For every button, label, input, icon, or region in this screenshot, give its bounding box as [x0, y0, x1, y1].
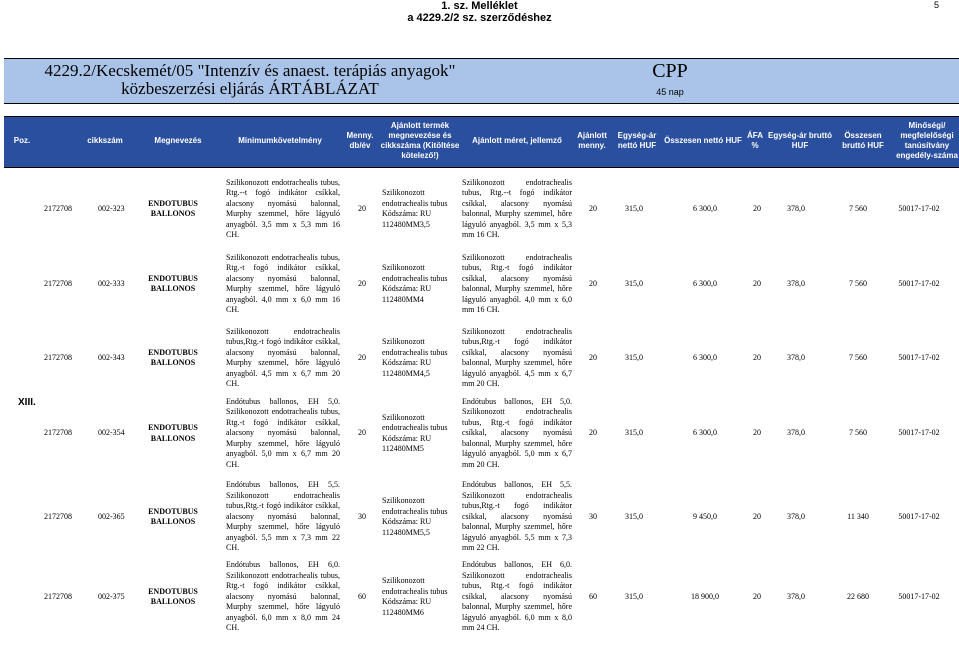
- cell-code2: 002-375: [98, 591, 125, 601]
- col-header-ajanlott-termek: Ajánlott termék megnevezése és cikkszáma (Kitöltése kötelező!): [380, 121, 460, 160]
- cell-unit-net: 315,0: [625, 511, 643, 521]
- cell-product: [382, 483, 462, 551]
- cell-total-net: 18 900,0: [691, 591, 719, 601]
- cell-cert: 50017-17-02: [898, 591, 940, 601]
- cell-product-line: Kódszáma: RU: [382, 358, 432, 367]
- cell-unit-gross: 378,0: [787, 352, 805, 362]
- cell-cert: 50017-17-02: [898, 428, 940, 438]
- cell-vat: 20: [753, 591, 761, 601]
- cell-qty: 20: [358, 352, 366, 362]
- cell-unit-net: 315,0: [625, 278, 643, 288]
- cell-product: [382, 325, 462, 391]
- cell-size: Endótubus ballonos, EH 5,0. Szilikonozott endotrachealis tubus, Rtg.-t fogó indikátor csíkkal, alacsony nyomású balonnal, Murphy szemmel, hőre lágyuló anyagból. 5,0 mm x 6,7 mm 20 CH.: [462, 396, 572, 469]
- col-header-egysegar-brutto: Egység-ár bruttó HUF: [768, 131, 833, 150]
- cell-unit-gross: 378,0: [787, 203, 805, 213]
- table-row: [0, 562, 959, 632]
- table-row: [0, 480, 959, 553]
- cell-unit-net: 315,0: [625, 352, 643, 362]
- col-header-poz: Poz.: [13, 136, 31, 145]
- cell-offered-qty: 30: [589, 511, 597, 521]
- days-label: 45 nap: [656, 87, 684, 97]
- cell-vat: 20: [753, 511, 761, 521]
- cell-unit-gross: 378,0: [787, 591, 805, 601]
- cell-product-line: Szilikonozott: [382, 337, 425, 346]
- cell-name: ENDOTUBUS BALLONOS: [148, 347, 198, 367]
- cell-code1: 2172708: [44, 591, 72, 601]
- tender-title-line2: közbeszerzési eljárás ÁRTÁBLÁZAT: [121, 79, 379, 98]
- page-number: 5: [933, 0, 939, 10]
- cell-product-line: endotrachealis tubus: [382, 198, 448, 208]
- cell-requirement: Szilikonozott endotrachealis tubus, Rtg.--t fogó indikátor csíkkal, alacsony nyomású balonnal, Murphy szemmel, hőre lágyuló anyagból. 3,5 mm x 5,3 mm 16 CH.: [226, 177, 340, 239]
- col-header-menny: Menny. db/év: [346, 131, 374, 150]
- cell-code2: 002-354: [98, 428, 125, 438]
- cell-offered-qty: 20: [589, 203, 597, 213]
- cell-vat: 20: [753, 203, 761, 213]
- cell-total-net: 9 450,0: [693, 511, 717, 521]
- cell-vat: 20: [753, 278, 761, 288]
- cell-code1: 2172708: [44, 278, 72, 288]
- cell-unit-gross: 378,0: [787, 428, 805, 438]
- col-header-minimumkovetelmeny: Minimumkövetelmény: [238, 136, 322, 145]
- cell-product-line: Szilikonozott: [382, 188, 425, 197]
- cell-qty: 20: [358, 278, 366, 288]
- cell-unit-net: 315,0: [625, 428, 643, 438]
- cell-requirement: Szilikonozott endotrachealis tubus, Rtg.-t fogó indikátor csíkkal, alacsony nyomású balonnal, Murphy szemmel, hőre lágyuló anyagból. 4,0 mm x 6,0 mm 16 CH.: [226, 252, 340, 314]
- cell-product-line: endotrachealis tubus: [382, 586, 448, 596]
- cell-code2: 002-333: [98, 278, 125, 288]
- attachment-note-line1: 1. sz. Melléklet: [441, 0, 518, 12]
- cell-code1: 2172708: [44, 428, 72, 438]
- cell-vat: 20: [753, 428, 761, 438]
- col-header-megnevezes: Megnevezés: [154, 136, 202, 145]
- col-header-afa: ÁFA %: [747, 131, 763, 150]
- col-header-osszesen-brutto: Összesen bruttó HUF: [842, 131, 884, 150]
- cell-code2: 002-323: [98, 203, 125, 213]
- col-header-egysegar-netto: Egység-ár nettó HUF: [617, 131, 657, 150]
- col-header-osszesen-netto: Összesen nettó HUF: [664, 136, 742, 145]
- cell-unit-gross: 378,0: [787, 511, 805, 521]
- attachment-note: [0, 0, 959, 24]
- cpp-label: CPP: [652, 60, 688, 82]
- col-header-ajanlott-meret: Ajánlott méret, jellemző: [472, 136, 562, 145]
- cell-total-net: 6 300,0: [693, 428, 717, 438]
- table-row: [0, 325, 959, 391]
- cell-product-line: Szilikonozott: [382, 496, 425, 505]
- cell-size: Szilikonozott endotrachealis tubus, Rtg.-t fogó indikátor csíkkal, alacsony nyomású balonnal, Murphy szemmel, hőre lágyuló anyagból. 4,0 mm x 6,0 mm 16 CH.: [462, 252, 572, 314]
- cell-product-line: endotrachealis tubus: [382, 506, 448, 516]
- col-header-tanusitvany: Minőségi/ megfelelőségi tanúsítvány engedély-száma: [896, 121, 958, 160]
- cell-code1: 2172708: [44, 203, 72, 213]
- cell-total-gross: 7 560: [849, 428, 867, 438]
- cell-product: [382, 396, 462, 471]
- cell-code1: 2172708: [44, 352, 72, 362]
- cell-product-line: Szilikonozott: [382, 263, 425, 272]
- cell-unit-gross: 378,0: [787, 278, 805, 288]
- cell-product-line: Szilikonozott: [382, 412, 425, 422]
- cell-requirement: Endótubus ballonos, EH 6,0. Szilikonozott endotrachealis tubus, Rtg.-t fogó indikátor csíkkal, alacsony nyomású balonnal, Murphy szemmel, hőre lágyuló anyagból. 6,0 mm x 8,0 mm 24 CH.: [226, 560, 340, 633]
- table-row: [0, 396, 959, 471]
- table-row: [0, 178, 959, 240]
- cell-name: ENDOTUBUS BALLONOS: [148, 198, 198, 218]
- cell-requirement: Endótubus ballonos, EH 5,5. Szilikonozott endotrachealis tubus,Rtg.-t fogó indikátor csíkkal, alacsony nyomású balonnal, Murphy szemmel, hőre lágyuló anyagból. 5,5 mm x 7,3 mm 22 CH.: [226, 480, 340, 553]
- cell-size: Endótubus ballonos, EH 6,0. Szilikonozott endotrachealis tubus, Rtg.-t fogó indikátor csíkkal, alacsony nyomású balonnal, Murphy szemmel, hőre lágyuló anyagból. 6,0 mm x 8,0 mm 24 CH.: [462, 560, 572, 633]
- cell-requirement: Endótubus ballonos, EH 5,0. Szilikonozott endotrachealis tubus, Rtg.-t fogó indikátor csíkkal, alacsony nyomású balonnal, Murphy szemmel, hőre lágyuló anyagból. 5,0 mm x 6,7 mm 20 CH.: [226, 396, 340, 469]
- cell-vat: 20: [753, 352, 761, 362]
- cell-product-line: Kódszáma: RU: [382, 597, 432, 606]
- cell-size: Szilikonozott endotrachealis tubus, Rtg.--t fogó indikátor csíkkal, alacsony nyomású balonnal, Murphy szemmel, hőre lágyuló anyagból. 3,5 mm x 5,3 mm 16 CH.: [462, 177, 572, 239]
- cell-name: ENDOTUBUS BALLONOS: [148, 586, 198, 606]
- cell-product-line: endotrachealis tubus: [382, 423, 448, 432]
- cell-name: ENDOTUBUS BALLONOS: [148, 273, 198, 293]
- cell-size: Szilikonozott endotrachealis tubus,Rtg.-t fogó indikátor csíkkal, alacsony nyomású balonnal, Murphy szemmel, hőre lágyuló anyagból. 4,5 mm x 6,7 mm 20 CH.: [462, 326, 572, 388]
- cell-product-line: endotrachealis tubus: [382, 347, 448, 357]
- cell-name: ENDOTUBUS BALLONOS: [148, 506, 198, 526]
- cell-product-line: 112480MM5,5: [382, 527, 430, 537]
- cell-total-net: 6 300,0: [693, 278, 717, 288]
- cell-product: [382, 562, 462, 632]
- cell-qty: 60: [358, 591, 366, 601]
- cell-offered-qty: 20: [589, 428, 597, 438]
- cell-total-gross: 7 560: [849, 352, 867, 362]
- cell-product: [382, 178, 462, 240]
- cell-cert: 50017-17-02: [898, 511, 940, 521]
- cell-product-line: Kódszáma: RU: [382, 433, 432, 443]
- col-header-cikkszam: cikkszám: [87, 136, 123, 145]
- cell-qty: 20: [358, 203, 366, 213]
- cell-offered-qty: 20: [589, 352, 597, 362]
- cell-product-line: 112480MM6: [382, 607, 424, 617]
- cell-total-gross: 11 340: [847, 511, 869, 521]
- cell-code2: 002-343: [98, 352, 125, 362]
- cell-product-line: 112480MM3,5: [382, 219, 430, 229]
- cell-size: Endótubus ballonos, EH 5,5. Szilikonozott endotrachealis tubus,Rtg.-t fogó indikátor csíkkal, alacsony nyomású balonnal, Murphy szemmel, hőre lágyuló anyagból. 5,5 mm x 7,3 mm 22 CH.: [462, 480, 572, 553]
- cell-product-line: 112480MM4,5: [382, 368, 430, 378]
- cell-qty: 20: [358, 428, 366, 438]
- cell-total-gross: 22 680: [847, 591, 869, 601]
- cell-name: ENDOTUBUS BALLONOS: [148, 423, 198, 443]
- cell-cert: 50017-17-02: [898, 352, 940, 362]
- cell-product: [382, 251, 462, 317]
- cell-total-net: 6 300,0: [693, 203, 717, 213]
- cell-product-line: Kódszáma: RU: [382, 209, 432, 218]
- section-label: XIII.: [18, 397, 36, 408]
- cell-code2: 002-365: [98, 511, 125, 521]
- cell-requirement: Szilikonozott endotrachealis tubus,Rtg.-t fogó indikátor csíkkal, alacsony nyomású balonnal, Murphy szemmel, hőre lágyuló anyagból. 4,5 mm x 6,7 mm 20 CH.: [226, 326, 340, 388]
- cell-total-gross: 7 560: [849, 278, 867, 288]
- cell-offered-qty: 20: [589, 278, 597, 288]
- cell-cert: 50017-17-02: [898, 203, 940, 213]
- cell-code1: 2172708: [44, 511, 72, 521]
- cell-total-gross: 7 560: [849, 203, 867, 213]
- cell-product-line: Kódszáma: RU: [382, 517, 432, 526]
- tender-title: [0, 62, 500, 98]
- cell-unit-net: 315,0: [625, 591, 643, 601]
- cell-total-net: 6 300,0: [693, 352, 717, 362]
- cell-product-line: 112480MM5: [382, 444, 424, 453]
- table-row: [0, 251, 959, 317]
- cell-unit-net: 315,0: [625, 203, 643, 213]
- tender-title-line1: 4229.2/Kecskemét/05 "Intenzív és anaest. terápiás anyagok": [44, 61, 456, 80]
- cell-product-line: 112480MM4: [382, 294, 424, 304]
- cell-product-line: endotrachealis tubus: [382, 273, 448, 283]
- cell-product-line: Szilikonozott: [382, 576, 425, 585]
- cell-offered-qty: 60: [589, 591, 597, 601]
- cell-qty: 30: [358, 511, 366, 521]
- attachment-note-line2: a 4229.2/2 sz. szerződéshez: [407, 12, 552, 24]
- cell-product-line: Kódszáma: RU: [382, 284, 432, 293]
- cell-cert: 50017-17-02: [898, 278, 940, 288]
- col-header-ajanlott-menny: Ajánlott menny.: [577, 131, 607, 150]
